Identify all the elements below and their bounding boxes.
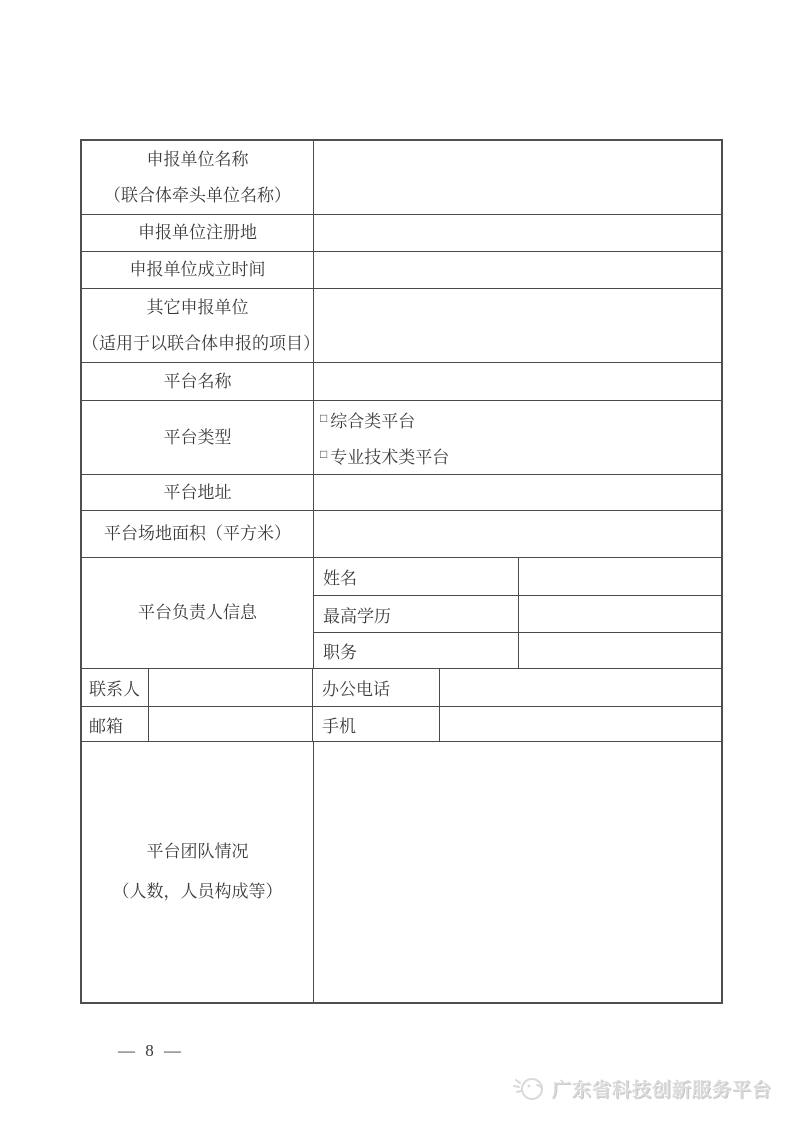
table-row: [82, 510, 721, 557]
label-line: 其它申报单位: [146, 297, 249, 317]
watermark: [512, 1072, 772, 1104]
watermark-text: 广东省科技创新服务平台: [552, 1079, 773, 1101]
label-line: 平台团队情况: [146, 842, 249, 861]
table-row: [314, 595, 721, 632]
field-label-applicant-unit-name: [82, 141, 313, 214]
field-value-office-phone: [439, 669, 721, 706]
option-label: 综合类平台: [330, 411, 416, 431]
field-label-platform-address: 平台地址: [163, 482, 232, 502]
field-label-contact-person: 联系人: [89, 680, 140, 699]
option-label: 专业技术类平台: [330, 448, 450, 468]
field-value-contact-person: [148, 669, 312, 706]
field-label-leader-name: 姓名: [323, 569, 357, 588]
field-label-platform-leader-info: 平台负责人信息: [138, 603, 257, 622]
application-form-table: [80, 139, 723, 1004]
label-line: （联合体牵头单位名称）: [104, 185, 291, 205]
field-label-establish-date: 申报单位成立时间: [129, 260, 266, 279]
table-row: [82, 288, 721, 362]
field-value-platform-name: [313, 363, 721, 400]
field-label-email: 邮箱: [89, 716, 123, 736]
platform-type-options: [314, 401, 721, 474]
field-label-mobile-phone: 手机: [312, 707, 439, 741]
field-value-leader-name: [518, 558, 721, 595]
field-value-leader-position: [518, 633, 721, 668]
field-label-leader-highest-degree: 最高学历: [323, 606, 391, 626]
table-row: [314, 632, 721, 668]
field-label-other-applicant-units: [82, 289, 320, 362]
option-comprehensive-platform: [314, 401, 721, 438]
table-row: [82, 474, 721, 510]
table-row: [82, 741, 721, 1002]
table-row: [82, 362, 721, 400]
table-row: [82, 668, 721, 706]
field-value-platform-type: [313, 401, 721, 474]
field-value-mobile-phone: [439, 707, 721, 741]
field-value-other-applicant-units: [313, 289, 721, 362]
table-row: [82, 251, 721, 288]
label-line: （适用于以联合体申报的项目）: [82, 333, 320, 353]
field-label-leader-position: 职务: [323, 643, 357, 662]
option-professional-tech-platform: [314, 438, 721, 475]
bird-logo-icon: [512, 1072, 546, 1104]
field-value-platform-team: [313, 742, 721, 1002]
field-value-leader-highest-degree: [518, 596, 721, 632]
table-row: [82, 557, 721, 668]
table-row: [82, 214, 721, 251]
field-label-platform-type: 平台类型: [163, 427, 232, 447]
label-line: （人数，人员构成等）: [112, 882, 283, 901]
checkbox-icon: □: [320, 410, 328, 425]
field-value-email: [148, 707, 312, 741]
field-label-office-phone: 办公电话: [312, 669, 439, 706]
field-value-platform-site-area: [313, 511, 721, 557]
field-value-platform-address: [313, 475, 721, 510]
label-line: 申报单位名称: [146, 149, 249, 169]
field-value-applicant-unit-name: [313, 141, 721, 214]
table-row: [82, 706, 721, 741]
table-row: [82, 400, 721, 474]
field-label-platform-name: 平台名称: [163, 371, 232, 391]
field-value-establish-date: [313, 252, 721, 288]
leader-info-subtable: [313, 558, 721, 668]
page-number: — 8 —: [118, 1041, 184, 1060]
field-value-registered-location: [313, 215, 721, 251]
checkbox-icon: □: [320, 447, 328, 462]
table-row: [314, 558, 721, 595]
field-label-registered-location: 申报单位注册地: [138, 223, 257, 242]
field-label-platform-site-area: 平台场地面积（平方米）: [104, 524, 291, 543]
table-row: [82, 141, 721, 214]
field-label-platform-team: [82, 742, 313, 1002]
